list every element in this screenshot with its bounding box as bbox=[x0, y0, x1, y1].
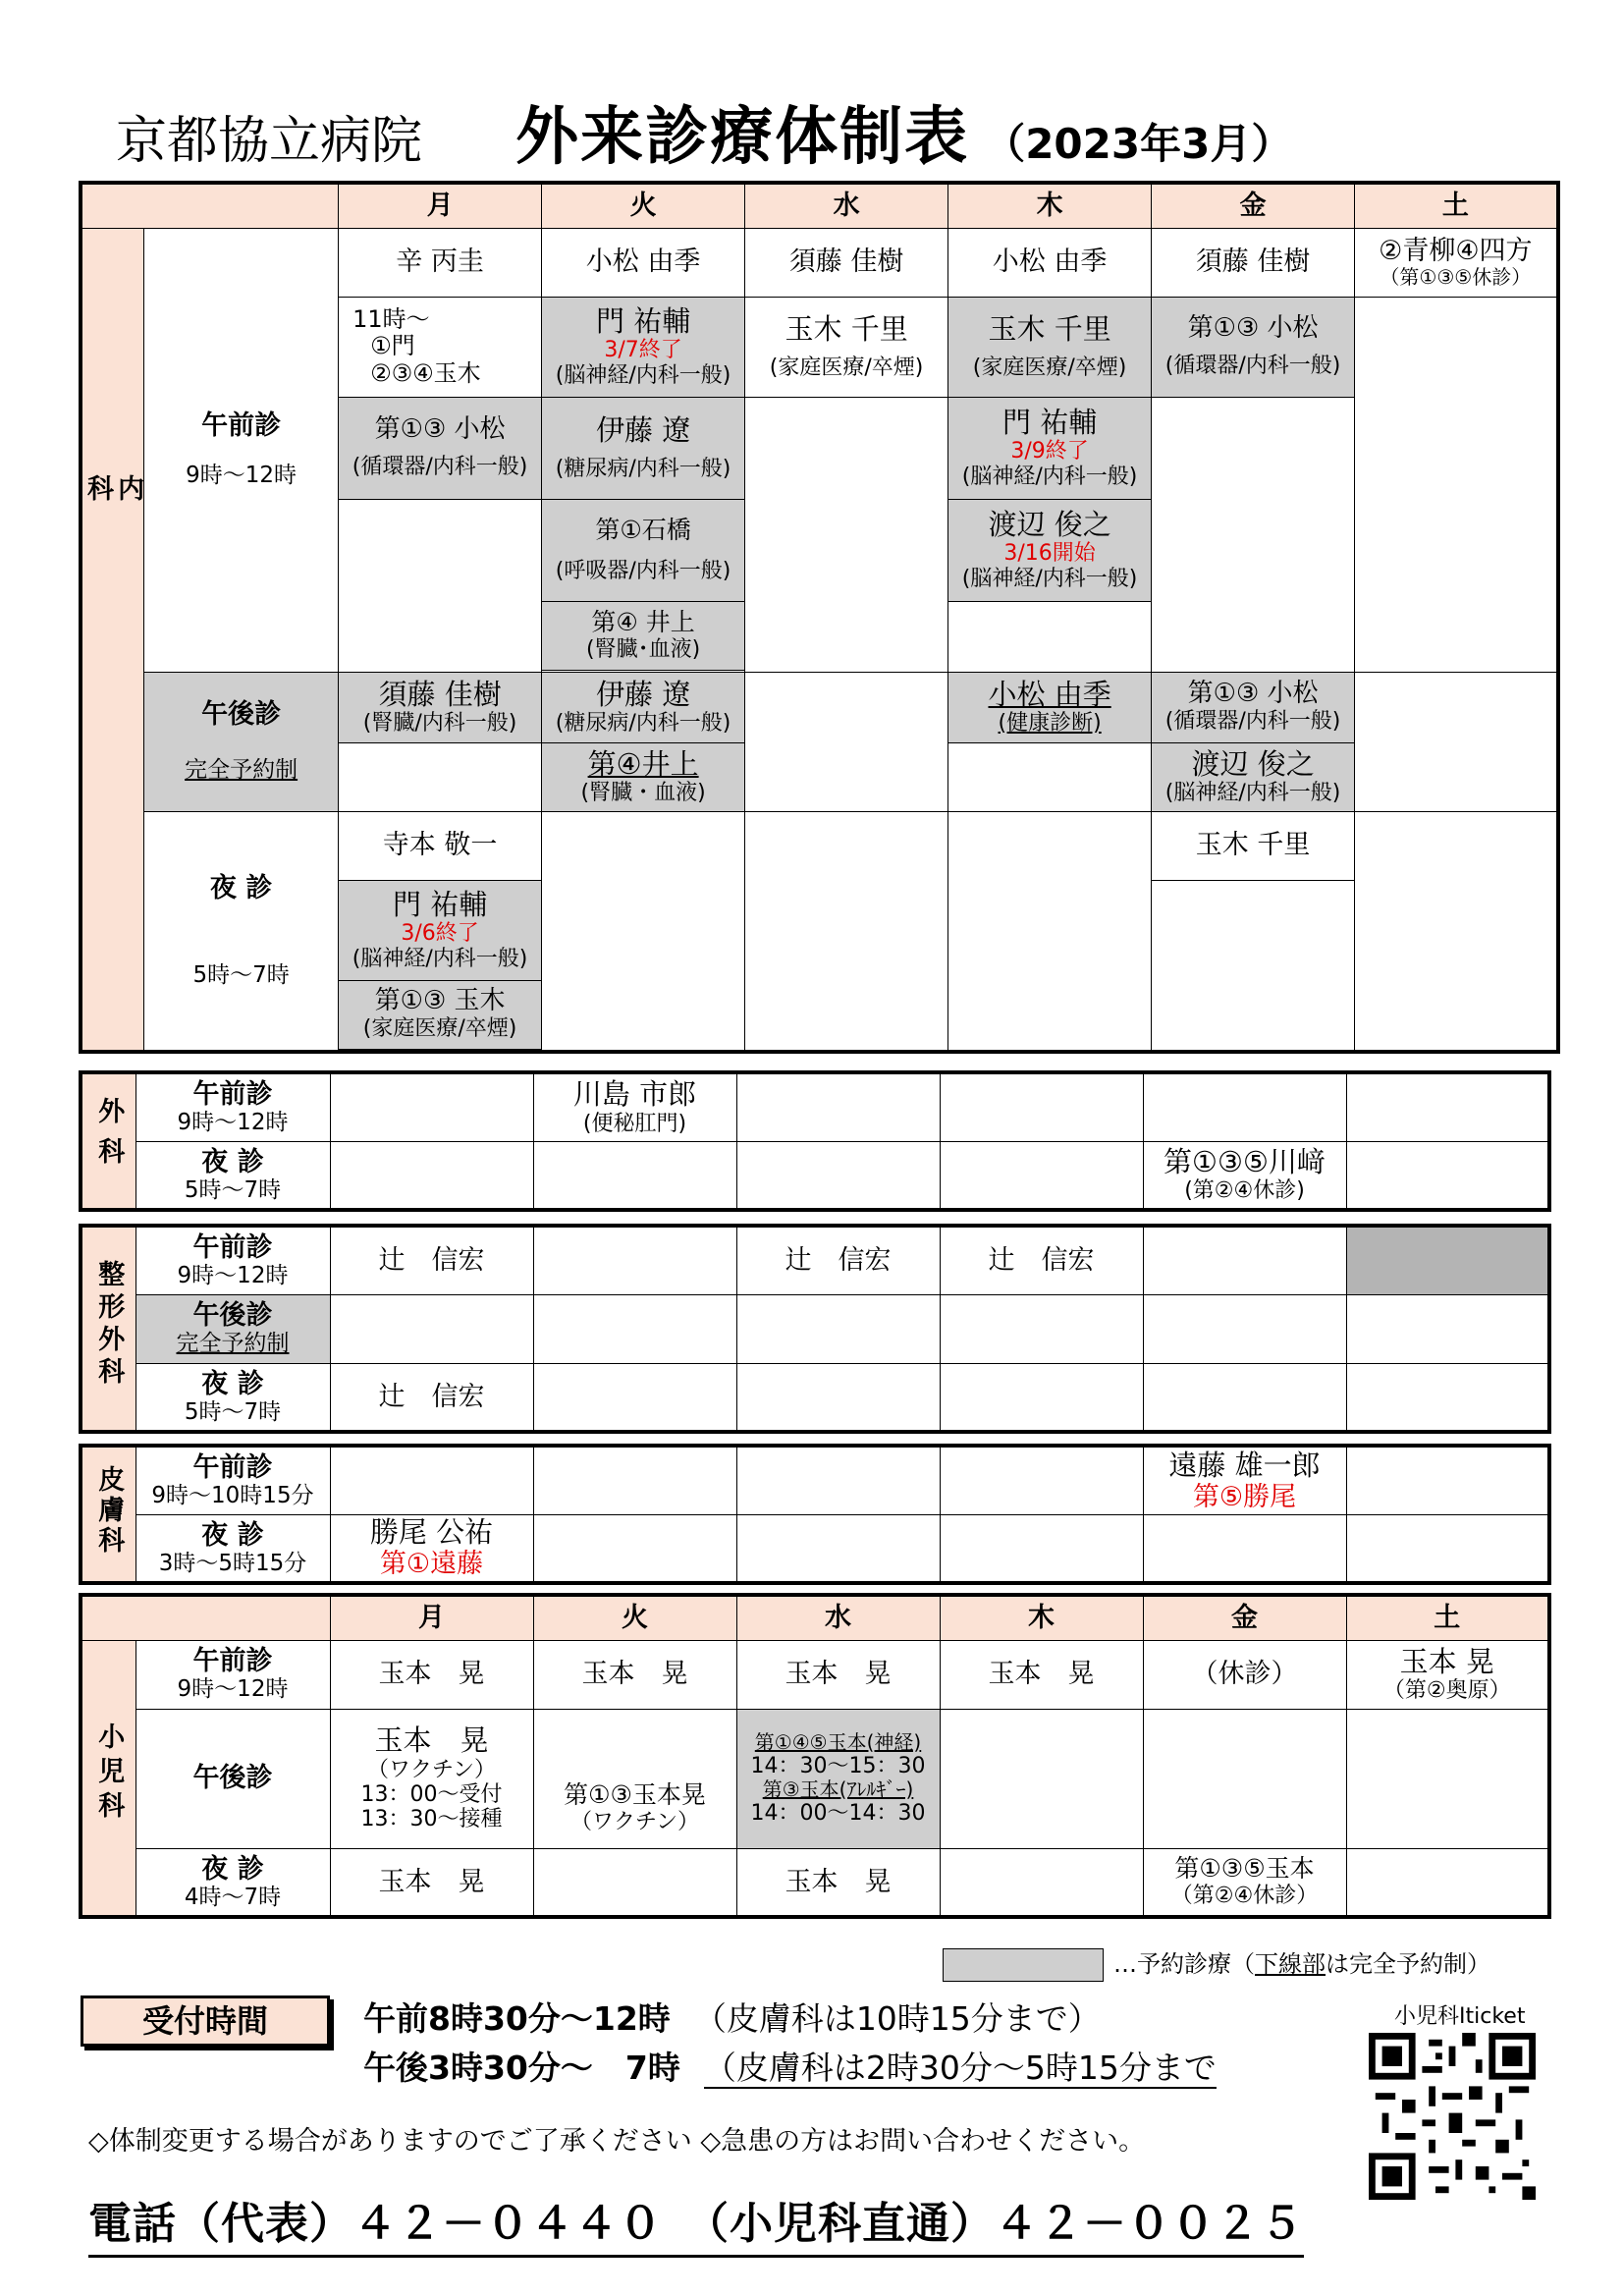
peds-sat-pm bbox=[1346, 1709, 1549, 1848]
day-sat: 土 bbox=[1355, 183, 1558, 228]
ortho-thu-pm bbox=[940, 1294, 1143, 1363]
peds-day-mon: 月 bbox=[330, 1595, 533, 1640]
slot-pm: 午後診 完全予約制 bbox=[144, 672, 339, 811]
day-wed: 水 bbox=[745, 183, 948, 228]
peds-slot-am: 午前診 9時～12時 bbox=[135, 1640, 330, 1709]
cell-mon-night-4 bbox=[339, 1049, 542, 1052]
derm-wed-night bbox=[736, 1514, 940, 1583]
schedule-month: （2023年3月） bbox=[984, 120, 1293, 168]
ortho-fri-pm bbox=[1143, 1294, 1346, 1363]
peds-day-header-row bbox=[81, 1595, 1549, 1640]
cell-tue-am-4: 第①石橋 (呼吸器/内科一般) bbox=[542, 499, 745, 601]
peds-slot-night: 夜 診 4時～7時 bbox=[135, 1848, 330, 1917]
surgery-thu-am bbox=[940, 1072, 1143, 1141]
cell-thu-pm-1: 小松 由季 (健康診断) bbox=[948, 672, 1152, 742]
derm-fri-night bbox=[1143, 1514, 1346, 1583]
qr-caption: 小児科Iticket bbox=[1394, 2004, 1526, 2029]
cell-tue-night bbox=[542, 811, 745, 1052]
derm-thu-night bbox=[940, 1514, 1143, 1583]
peds-day-wed: 水 bbox=[736, 1595, 940, 1640]
cell-wed-am-2: 玉木 千里 (家庭医療/卒煙) bbox=[745, 297, 948, 397]
cell-wed-am-1: 須藤 佳樹 bbox=[745, 228, 948, 297]
cell-tue-am-5: 第④ 井上 (腎臓･血液) bbox=[542, 601, 745, 670]
surgery-tue-night bbox=[533, 1141, 736, 1210]
cell-mon-night-2: 門 祐輔 3/6終了 (脳神経/内科一般) bbox=[339, 880, 542, 980]
dept-orthopedics: 整形外科 bbox=[81, 1226, 135, 1432]
peds-day-thu: 木 bbox=[940, 1595, 1143, 1640]
derm-tue-night bbox=[533, 1514, 736, 1583]
day-header-row bbox=[81, 183, 1558, 228]
peds-tue-pm: 第①③玉本晃 （ワクチン） bbox=[533, 1709, 736, 1848]
cell-thu-am-5 bbox=[948, 601, 1152, 672]
legend: …予約診療（下線部は完全予約制） bbox=[943, 1944, 1490, 1982]
peds-thu-pm bbox=[940, 1709, 1143, 1848]
cell-thu-pm-2 bbox=[948, 742, 1152, 811]
surgery-mon-am bbox=[330, 1072, 533, 1141]
peds-wed-am: 玉本 晃 bbox=[736, 1640, 940, 1709]
peds-mon-night: 玉本 晃 bbox=[330, 1848, 533, 1917]
page-title bbox=[116, 86, 1292, 177]
slot-am: 午前診 9時～12時 bbox=[144, 228, 339, 672]
peds-mon-am: 玉本 晃 bbox=[330, 1640, 533, 1709]
cell-mon-am-2: 11時～ ①門 ②③④玉木 bbox=[339, 297, 542, 397]
ortho-sat-am bbox=[1346, 1226, 1549, 1294]
reception-am: 午前8時30分～12時 （皮膚科は10時15分まで） bbox=[363, 1999, 1101, 2038]
peds-day-sat: 土 bbox=[1346, 1595, 1549, 1640]
reception-label: 受付時間 bbox=[81, 1995, 330, 2047]
surgery-sat-am bbox=[1346, 1072, 1549, 1141]
ortho-thu-night bbox=[940, 1363, 1143, 1432]
surgery-slot-night: 夜 診 5時～7時 bbox=[135, 1141, 330, 1210]
cell-sat-am-2 bbox=[1355, 297, 1558, 672]
ortho-mon-am: 辻 信宏 bbox=[330, 1226, 533, 1294]
ortho-tue-pm bbox=[533, 1294, 736, 1363]
cell-fri-pm-1: 第①③ 小松 (循環器/内科一般) bbox=[1152, 672, 1355, 742]
derm-wed-am bbox=[736, 1446, 940, 1514]
surgery-slot-am: 午前診 9時～12時 bbox=[135, 1072, 330, 1141]
cell-wed-night bbox=[745, 811, 948, 1052]
schedule-title: 外来診療体制表 bbox=[515, 101, 970, 174]
day-mon: 月 bbox=[339, 183, 542, 228]
ortho-wed-am: 辻 信宏 bbox=[736, 1226, 940, 1294]
cell-thu-am-4: 渡辺 俊之 3/16開始 (脳神経/内科一般) bbox=[948, 499, 1152, 601]
surgery-tue-am: 川島 市郎 (便秘肛門) bbox=[533, 1072, 736, 1141]
derm-fri-am: 遠藤 雄一郎 第⑤勝尾 bbox=[1143, 1446, 1346, 1514]
cell-sat-pm-1 bbox=[1355, 672, 1558, 811]
peds-wed-night: 玉本 晃 bbox=[736, 1848, 940, 1917]
cell-fri-pm-2: 渡辺 俊之 (脳神経/内科一般) bbox=[1152, 742, 1355, 811]
ortho-slot-pm: 午後診 完全予約制 bbox=[135, 1294, 330, 1363]
cell-thu-am-2: 玉木 千里 (家庭医療/卒煙) bbox=[948, 297, 1152, 397]
derm-slot-am: 午前診 9時～10時15分 bbox=[135, 1446, 330, 1514]
cell-tue-pm-2: 第④井上 (腎臓・血液) bbox=[542, 742, 745, 811]
peds-fri-night: 第①③⑤玉本 （第②④休診） bbox=[1143, 1848, 1346, 1917]
peds-tue-night bbox=[533, 1848, 736, 1917]
surgery-table bbox=[79, 1070, 1551, 1212]
ortho-mon-night: 辻 信宏 bbox=[330, 1363, 533, 1432]
day-tue: 火 bbox=[542, 183, 745, 228]
cell-sat-night bbox=[1355, 811, 1558, 1052]
notice: ◇体制変更する場合がありますのでご了承ください ◇急患の方はお問い合わせください。 bbox=[88, 2126, 1146, 2157]
peds-tue-am: 玉本 晃 bbox=[533, 1640, 736, 1709]
ortho-wed-pm bbox=[736, 1294, 940, 1363]
derm-mon-am bbox=[330, 1446, 533, 1514]
cell-fri-am-2: 第①③ 小松 (循環器/内科一般) bbox=[1152, 297, 1355, 397]
derm-mon-night: 勝尾 公祐 第①遠藤 bbox=[330, 1514, 533, 1583]
day-thu: 木 bbox=[948, 183, 1152, 228]
cell-mon-am-4 bbox=[339, 499, 542, 672]
derm-tue-am bbox=[533, 1446, 736, 1514]
peds-day-fri: 金 bbox=[1143, 1595, 1346, 1640]
peds-wed-pm: 第①④⑤玉本(神経) 14：30～15：30 第③玉本(ｱﾚﾙｷﾞｰ) 14：00～14：30 bbox=[736, 1709, 940, 1848]
cell-mon-am-1: 辛 丙圭 bbox=[339, 228, 542, 297]
cell-wed-pm-1 bbox=[745, 672, 948, 811]
qr-code-icon[interactable] bbox=[1369, 2033, 1536, 2200]
ortho-slot-am: 午前診 9時～12時 bbox=[135, 1226, 330, 1294]
cell-sat-am-1: ②青柳④四方 （第①③⑤休診） bbox=[1355, 228, 1558, 297]
surgery-fri-am bbox=[1143, 1072, 1346, 1141]
dept-pediatrics: 小児科 bbox=[81, 1640, 135, 1917]
cell-mon-night-3: 第①③ 玉木 (家庭医療/卒煙) bbox=[339, 980, 542, 1049]
dept-dermatology: 皮膚科 bbox=[81, 1446, 135, 1583]
cell-mon-night-1: 寺本 敬一 bbox=[339, 811, 542, 880]
surgery-sat-night bbox=[1346, 1141, 1549, 1210]
cell-tue-am-1: 小松 由季 bbox=[542, 228, 745, 297]
day-fri: 金 bbox=[1152, 183, 1355, 228]
cell-tue-am-2: 門 祐輔 3/7終了 (脳神経/内科一般) bbox=[542, 297, 745, 397]
ortho-mon-pm bbox=[330, 1294, 533, 1363]
reception-pm: 午後3時30分～ 7時 （皮膚科は2時30分～5時15分まで bbox=[363, 2049, 1217, 2087]
derm-sat-night bbox=[1346, 1514, 1549, 1583]
surgery-mon-night bbox=[330, 1141, 533, 1210]
peds-sat-night bbox=[1346, 1848, 1549, 1917]
surgery-fri-night: 第①③⑤川﨑 (第②④休診) bbox=[1143, 1141, 1346, 1210]
cell-mon-pm-1: 須藤 佳樹 (腎臓/内科一般) bbox=[339, 672, 542, 742]
dept-internal: 内科 bbox=[81, 228, 144, 1052]
cell-fri-night-2 bbox=[1152, 880, 1355, 1052]
surgery-wed-night bbox=[736, 1141, 940, 1210]
cell-fri-am-3 bbox=[1152, 397, 1355, 672]
cell-thu-night bbox=[948, 811, 1152, 1052]
ortho-wed-night bbox=[736, 1363, 940, 1432]
cell-thu-am-3: 門 祐輔 3/9終了 (脳神経/内科一般) bbox=[948, 397, 1152, 499]
slot-night: 夜 診 5時～7時 bbox=[144, 811, 339, 1052]
surgery-wed-am bbox=[736, 1072, 940, 1141]
peds-thu-night bbox=[940, 1848, 1143, 1917]
cell-wed-am-3 bbox=[745, 397, 948, 672]
cell-thu-am-1: 小松 由季 bbox=[948, 228, 1152, 297]
cell-mon-pm-2 bbox=[339, 742, 542, 811]
derm-thu-am bbox=[940, 1446, 1143, 1514]
ortho-fri-night bbox=[1143, 1363, 1346, 1432]
surgery-thu-night bbox=[940, 1141, 1143, 1210]
peds-sat-am: 玉本 晃 （第②奥原） bbox=[1346, 1640, 1549, 1709]
peds-day-tue: 火 bbox=[533, 1595, 736, 1640]
orthopedics-table bbox=[79, 1224, 1551, 1434]
dept-surgery: 外科 bbox=[81, 1072, 135, 1210]
dermatology-table bbox=[79, 1444, 1551, 1585]
cell-tue-pm-1: 伊藤 遼 (糖尿病/内科一般) bbox=[542, 672, 745, 742]
phone-numbers: 電話（代表）４２－０４４０ （小児科直通）４２－００２５ bbox=[88, 2188, 1304, 2258]
pediatrics-table bbox=[79, 1593, 1551, 1919]
peds-fri-am: （休診） bbox=[1143, 1640, 1346, 1709]
ortho-slot-night: 夜 診 5時～7時 bbox=[135, 1363, 330, 1432]
derm-slot-night: 夜 診 3時～5時15分 bbox=[135, 1514, 330, 1583]
cell-tue-am-3: 伊藤 遼 (糖尿病/内科一般) bbox=[542, 397, 745, 499]
ortho-sat-night bbox=[1346, 1363, 1549, 1432]
ortho-sat-pm bbox=[1346, 1294, 1549, 1363]
hospital-name: 京都協立病院 bbox=[116, 112, 423, 171]
internal-medicine-table bbox=[79, 181, 1560, 1054]
cell-mon-am-3: 第①③ 小松 (循環器/内科一般) bbox=[339, 397, 542, 499]
peds-fri-pm bbox=[1143, 1709, 1346, 1848]
cell-fri-am-1: 須藤 佳樹 bbox=[1152, 228, 1355, 297]
legend-swatch bbox=[943, 1948, 1104, 1982]
cell-fri-night-1: 玉木 千里 bbox=[1152, 811, 1355, 880]
derm-sat-am bbox=[1346, 1446, 1549, 1514]
peds-thu-am: 玉本 晃 bbox=[940, 1640, 1143, 1709]
ortho-tue-night bbox=[533, 1363, 736, 1432]
ortho-thu-am: 辻 信宏 bbox=[940, 1226, 1143, 1294]
peds-mon-pm: 玉本 晃 （ワクチン） 13：00～受付 13：30～接種 bbox=[330, 1709, 533, 1848]
peds-slot-pm: 午後診 bbox=[135, 1709, 330, 1848]
ortho-fri-am bbox=[1143, 1226, 1346, 1294]
ortho-tue-am bbox=[533, 1226, 736, 1294]
